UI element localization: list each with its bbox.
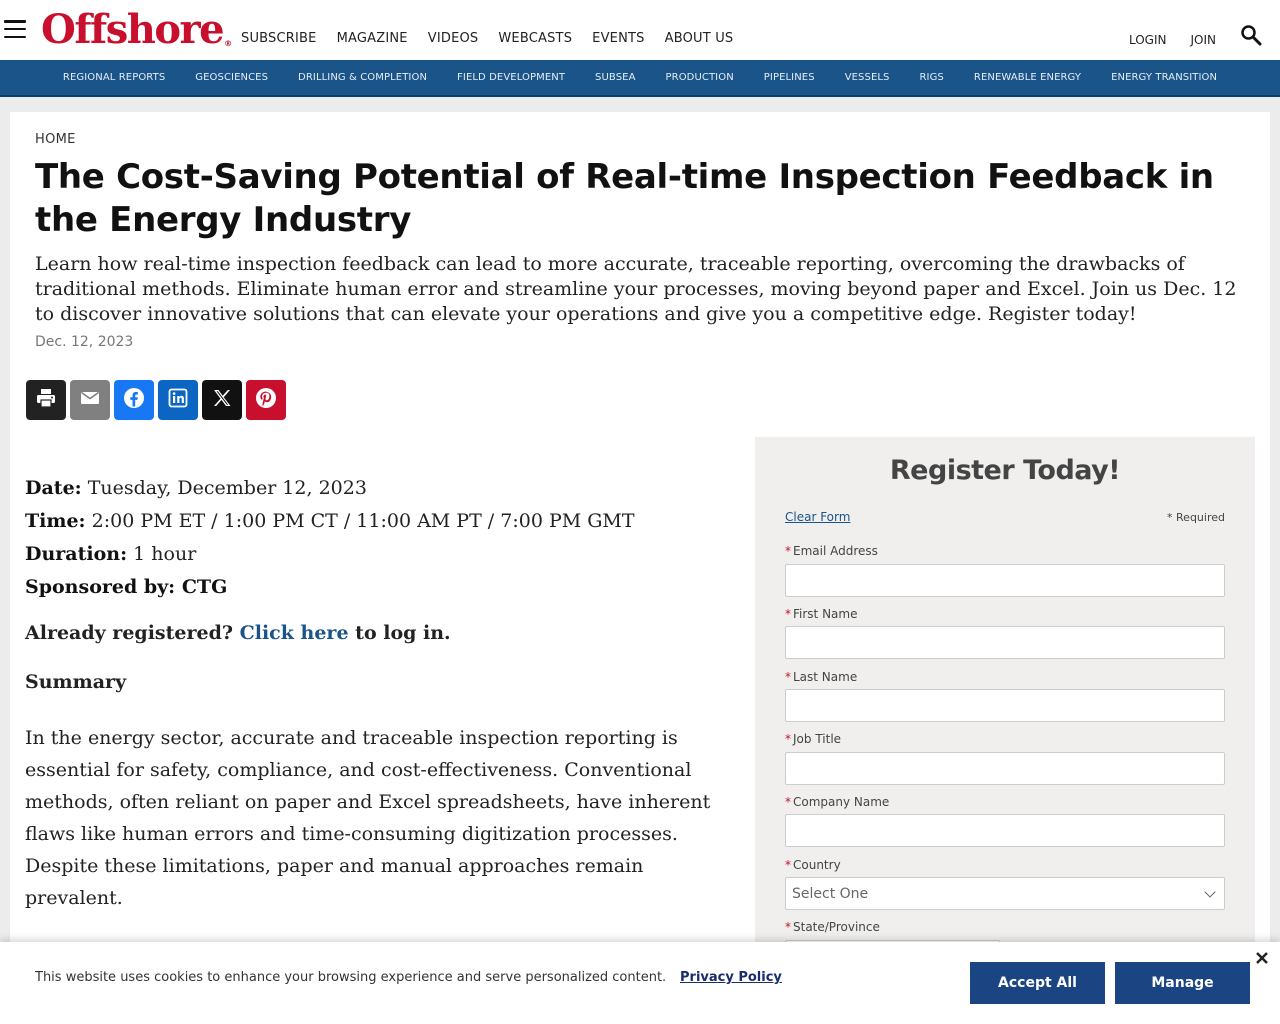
site-logo[interactable]: Offshore® <box>41 6 231 53</box>
form-heading: Register Today! <box>889 455 1121 486</box>
chevron-down-icon <box>1204 886 1215 897</box>
auth-nav <box>1129 33 1216 47</box>
first-name-field[interactable] <box>785 626 1225 659</box>
event-meta <box>25 472 735 604</box>
email-field[interactable] <box>785 564 1225 597</box>
registration-form <box>755 437 1255 1024</box>
linkedin-share-button[interactable] <box>158 380 198 420</box>
nav-subscribe[interactable]: SUBSCRIBE <box>241 31 317 46</box>
country-label: * Country <box>785 858 841 872</box>
print-button[interactable] <box>26 380 66 420</box>
cookie-banner <box>0 942 1280 1024</box>
event-date: Date: Tuesday, December 12, 2023 <box>25 477 367 499</box>
clear-form-link[interactable]: Clear Form <box>785 510 851 524</box>
cookie-message: This website uses cookies to enhance your browsing experience and serve personalized content. <box>35 970 667 985</box>
join-link[interactable]: JOIN <box>1190 33 1216 47</box>
summary-paragraph: In the energy sector, accurate and traceable inspection reporting is essential for safety, compliance, and cost-effectiveness. Conventional methods, often reliant on paper and Excel spreadsheets, have inherent flaws like human errors and time-consuming digitization processes. Despite these limitations, paper and manual approaches remain prevalent. <box>25 727 711 909</box>
job-title-field[interactable] <box>785 752 1225 785</box>
menu-icon[interactable] <box>4 20 26 38</box>
cat-energy-transition[interactable]: ENERGY TRANSITION <box>1111 72 1218 83</box>
company-name-label: * Company Name <box>785 795 890 809</box>
required-note: * Required <box>1167 511 1225 524</box>
cat-field-development[interactable]: FIELD DEVELOPMENT <box>457 72 566 83</box>
article-card <box>10 112 1270 1024</box>
article-body <box>25 472 735 914</box>
cat-vessels[interactable]: VESSELS <box>844 72 890 83</box>
nav-events[interactable]: EVENTS <box>592 31 645 46</box>
x-icon <box>211 387 233 413</box>
cat-renewable-energy[interactable]: RENEWABLE ENERGY <box>973 72 1082 83</box>
state-label: * State/Province <box>785 920 880 934</box>
nav-magazine[interactable]: MAGAZINE <box>336 31 408 46</box>
nav-webcasts[interactable]: WEBCASTS <box>498 31 573 46</box>
close-icon[interactable] <box>1254 950 1270 966</box>
login-click-here-link[interactable]: Click here <box>239 622 349 644</box>
email-icon <box>79 387 101 413</box>
email-label: * Email Address <box>785 544 878 558</box>
event-sponsor: Sponsored by: CTG <box>25 576 228 598</box>
cat-geosciences[interactable]: GEOSCIENCES <box>195 72 269 83</box>
site-header <box>0 0 1280 60</box>
facebook-icon <box>122 386 146 414</box>
login-link[interactable]: LOGIN <box>1128 33 1167 47</box>
print-icon <box>35 387 57 413</box>
already-registered: Already registered? Click here to log in. <box>25 622 451 644</box>
nav-about-us[interactable]: ABOUT US <box>664 31 734 46</box>
manage-button[interactable]: Manage <box>1115 962 1250 1004</box>
event-time: Time: 2:00 PM ET / 1:00 PM CT / 11:00 AM PT / 7:00 PM GMT <box>25 510 635 532</box>
company-name-field[interactable] <box>785 814 1225 847</box>
article-dek: Learn how real-time inspection feedback can lead to more accurate, traceable reporting, overcoming the drawbacks of traditional methods. Eliminate human error and streamline your processes, moving beyond paper and Excel. Join us Dec. 12 to discover innovative solutions that can elevate your operations and give you a competitive edge. Register today! <box>35 253 1237 325</box>
cat-rigs[interactable]: RIGS <box>919 72 944 83</box>
x-share-button[interactable] <box>202 380 242 420</box>
cat-pipelines[interactable]: PIPELINES <box>763 72 815 83</box>
page-title: The Cost-Saving Potential of Real-time Inspection Feedback in the Energy Industry <box>35 157 1214 240</box>
country-select[interactable]: Select One <box>785 877 1225 910</box>
category-nav <box>0 60 1280 97</box>
publish-date: Dec. 12, 2023 <box>35 334 134 350</box>
breadcrumb-home[interactable]: HOME <box>35 132 76 147</box>
share-bar <box>26 380 286 420</box>
accept-all-button[interactable]: Accept All <box>970 962 1105 1004</box>
last-name-field[interactable] <box>785 689 1225 722</box>
event-duration: Duration: 1 hour <box>25 543 197 565</box>
facebook-share-button[interactable] <box>114 380 154 420</box>
summary-heading: Summary <box>25 671 127 693</box>
main-nav <box>241 31 733 46</box>
privacy-policy-link[interactable]: Privacy Policy <box>680 970 782 985</box>
nav-videos[interactable]: VIDEOS <box>427 31 479 46</box>
pinterest-share-button[interactable] <box>246 380 286 420</box>
pinterest-icon <box>254 386 278 414</box>
cat-regional-reports[interactable]: REGIONAL REPORTS <box>62 72 166 83</box>
last-name-label: * Last Name <box>785 670 858 684</box>
cat-drilling-completion[interactable]: DRILLING & COMPLETION <box>298 72 428 83</box>
job-title-label: * Job Title <box>785 732 842 746</box>
search-icon[interactable] <box>1240 24 1262 46</box>
email-share-button[interactable] <box>70 380 110 420</box>
cat-production[interactable]: PRODUCTION <box>665 72 734 83</box>
linkedin-icon <box>167 387 189 413</box>
first-name-label: * First Name <box>785 607 858 621</box>
cat-subsea[interactable]: SUBSEA <box>595 72 636 83</box>
